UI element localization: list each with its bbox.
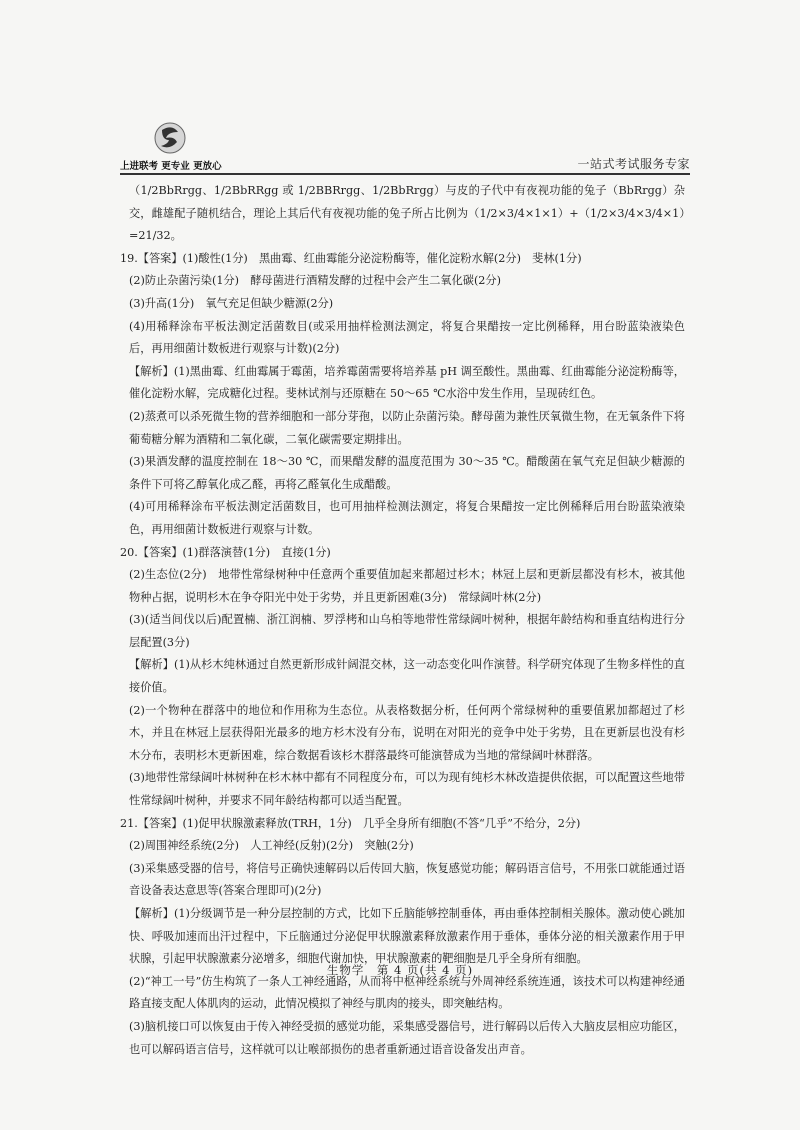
header-divider — [120, 173, 690, 175]
analysis-paragraph: 【解析】(1)从杉木纯林通过自然更新形成针阔混交林，这一动态变化叫作演替。科学研究体现了生物多样性的直接价值。 — [129, 658, 685, 695]
paragraph: (3)地带性常绿阔叶林树种在杉木林中都有不同程度分布，可以为现有纯杉木林改造提供依据，可以配置这些地带性常绿阔叶树种，并要求不同年龄结构都可以适当配置。 — [129, 771, 685, 808]
analysis-paragraph: 【解析】(1)分级调节是一种分层控制的方式，比如下丘脑能够控制垂体，再由垂体控制相关腺体。激动使心跳加快、呼吸加速而出汗过程中，下丘脑通过分泌促甲状腺激素释放激素作用于垂体，垂体分泌的相关激素作用于甲状腺，引起甲状腺激素分泌增多，细胞代谢加快，甲状腺激素的靶细胞是几乎全身所有细胞。 — [129, 907, 685, 966]
question-19-answer: 19.【答案】(1)酸性(1分) 黑曲霉、红曲霉能分泌淀粉酶等，催化淀粉水解(2分) 斐林(1分) — [120, 251, 582, 265]
paragraph: （1/2BbRrgg、1/2BbRRgg 或 1/2BBRrgg、1/2BbRrgg）与皮的子代中有夜视功能的兔子（BbRrgg）杂交，雌雄配子随机结合，理论上其后代有夜视功能的兔子所占比例为（1/2×3/4×1×1）+（1/2×3/4×3/4×1）=21/32。 — [129, 184, 685, 243]
header-tagline: 一站式考试服务专家 — [577, 157, 690, 171]
paragraph: (4)可用稀释涂布平板法测定活菌数目，也可用抽样检测法测定，将复合果醋按一定比例稀释后用台盼蓝染液染色，再用细菌计数板进行观察与计数。 — [129, 500, 685, 536]
paragraph: (3)升高(1分) 氧气充足但缺少糖源(2分) — [129, 296, 334, 310]
paragraph: (3)果酒发酵的温度控制在 18～30 ℃，而果醋发酵的温度范围为 30～35 ℃。醋酸菌在氧气充足但缺少糖源的条件下可将乙醇氧化成乙醛，再将乙醛氧化生成醋酸。 — [129, 455, 685, 491]
paragraph: (2)生态位(2分) 地带性常绿树种中任意两个重要值加起来都超过杉木；林冠上层和更新层都没有杉木，被其他物种占据，说明杉木在争夺阳光中处于劣势，并且更新困难(3分) 常绿阔叶林(2分) — [129, 568, 685, 604]
paragraph: (3)采集感受器的信号，将信号正确快速解码以后传回大脑，恢复感觉功能；解码语言信号，不用张口就能通过语音设备表达意思等(答案合理即可)(2分) — [129, 861, 685, 898]
paragraph: (3)脑机接口可以恢复由于传入神经受损的感觉功能，采集感受器信号，进行解码以后传入大脑皮层相应功能区，也可以解码语言信号，这样就可以让喉部损伤的患者重新通过语音设备发出声音。 — [129, 1019, 685, 1056]
publisher-slogan: 上进联考 更专业 更放心 — [120, 161, 222, 172]
paragraph: (2)周围神经系统(2分) 人工神经(反射)(2分) 突触(2分) — [129, 839, 414, 853]
paragraph: (3)(适当间伐以后)配置楠、浙江润楠、罗浮栲和山乌桕等地带性常绿阔叶树种，根据年龄结构和垂直结构进行分层配置(3分) — [129, 613, 685, 649]
question-20-answer: 20.【答案】(1)群落演替(1分) 直接(1分) — [120, 545, 331, 559]
paragraph: (2)防止杂菌污染(1分) 酵母菌进行酒精发酵的过程中会产生二氧化碳(2分) — [129, 274, 501, 288]
paragraph: (2)蒸煮可以杀死微生物的营养细胞和一部分芽孢，以防止杂菌污染。酵母菌为兼性厌氧微生物，在无氧条件下将葡萄糖分解为酒精和二氧化碳，二氧化碳需要定期排出。 — [129, 409, 685, 446]
paragraph: (2)“神工一号”仿生构筑了一条人工神经通路，从而将中枢神经系统与外周神经系统连通，该技术可以构建神经通路直接支配人体肌肉的运动，此情况模拟了神经与肌肉的接头，即突触结构。 — [129, 974, 685, 1011]
paragraph: (2)一个物种在群落中的地位和作用称为生态位。从表格数据分析，任何两个常绿树种的重要值累加都超过了杉木，并且在林冠上层获得阳光最多的地方杉木没有分布，说明在对阳光的竞争中处于劣势，且在更新层也没有杉木分布，表明杉木更新困难，综合数据看该杉木群落最终可能演替成为当地的常绿阔叶林群落。 — [129, 703, 685, 762]
page-footer: 生物学 第 4 页(共 4 页) — [326, 963, 474, 977]
answer-content — [120, 180, 685, 1061]
page-header — [120, 120, 690, 174]
paragraph: (4)用稀释涂布平板法测定活菌数目(或采用抽样检测法测定，将复合果醋按一定比例稀释，用台盼蓝染液染色后，再用细菌计数板进行观察与计数)(2分) — [129, 319, 685, 356]
question-21-answer: 21.【答案】(1)促甲状腺激素释放(TRH，1分) 几乎全身所有细胞(不答“几乎”不给分，2分) — [120, 816, 581, 830]
publisher-logo-icon — [150, 120, 190, 156]
analysis-paragraph: 【解析】(1)黑曲霉、红曲霉属于霉菌，培养霉菌需要将培养基 pH 调至酸性。黑曲霉、红曲霉能分泌淀粉酶等，催化淀粉水解，完成糖化过程。斐林试剂与还原糖在 50～65 ℃水浴中发生作用，呈现砖红色。 — [129, 364, 685, 401]
